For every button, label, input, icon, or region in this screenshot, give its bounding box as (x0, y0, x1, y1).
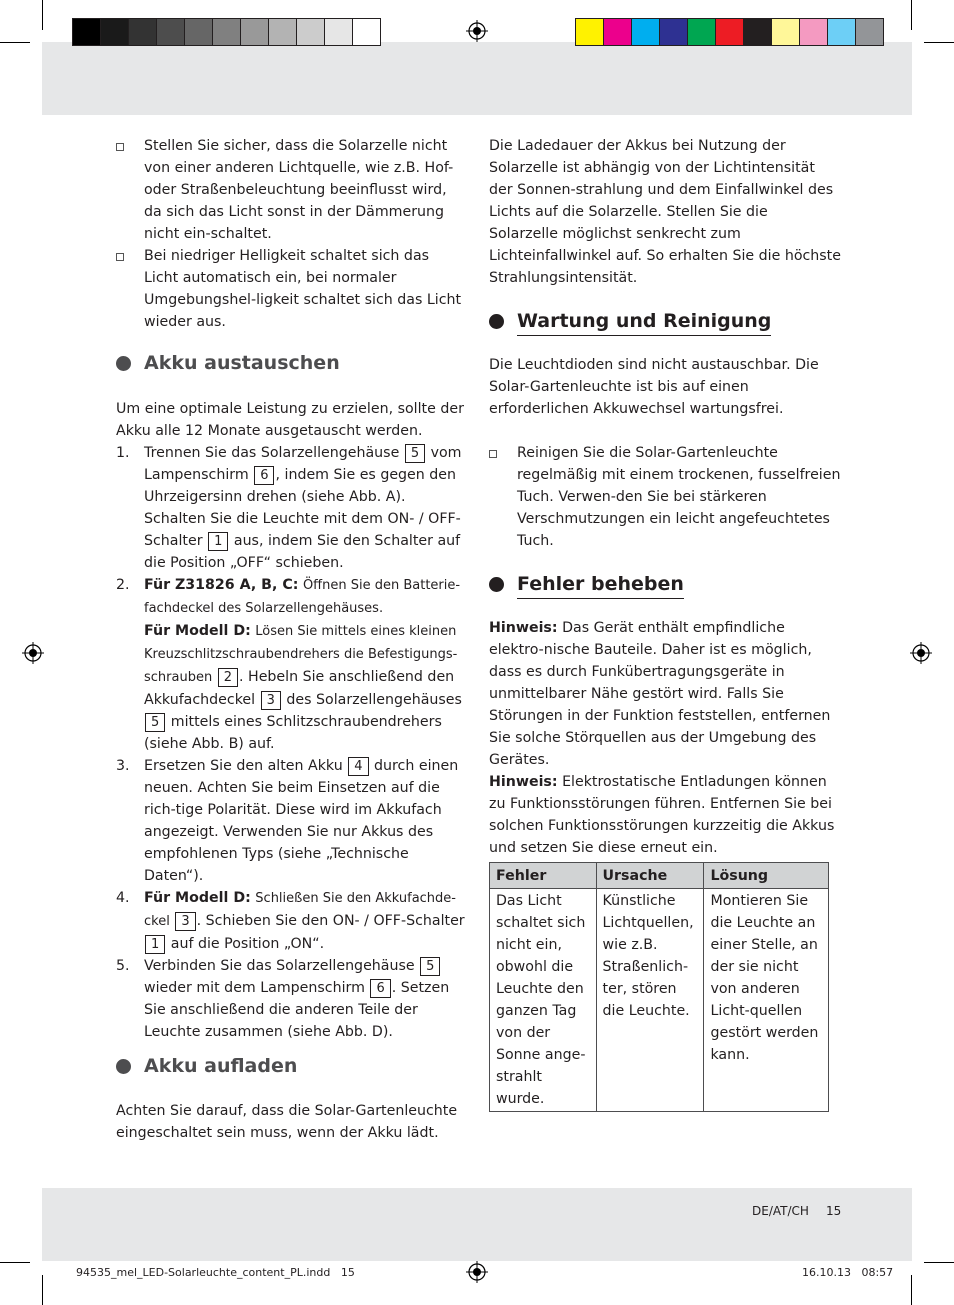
step-4: 4. Für Modell D: Schließen Sie den Akkufachde-ckel 3 . Schieben Sie den ON- / OFF-Schalter 1 auf die Position „ON“. (116, 890, 465, 952)
checkbox-bullet-icon (116, 253, 124, 261)
color-swatch (743, 18, 772, 46)
slug-file-info: 94535_mel_LED-Solarleuchte_content_PL.indd 15 (76, 1266, 355, 1279)
color-swatch (100, 18, 129, 46)
color-swatch (799, 18, 828, 46)
step-3: 3. Ersetzen Sie den alten Akku 4 durch einen neuen. Achten Sie beim Einsetzen auf die rich-tige Polarität. Diese wird im Akkufach angezeigt. Verwenden Sie nur Akkus des empfohlenen Typs (siehe „Technische Daten“). (116, 758, 459, 884)
color-swatch (72, 18, 101, 46)
page-number: 15 (826, 1204, 842, 1218)
column-header: Lösung (704, 863, 829, 889)
akku-austauschen-intro: Um eine optimale Leistung zu erzielen, sollte der Akku alle 12 Monate ausgetauscht werden. (116, 401, 464, 439)
part-ref: 5 (405, 444, 425, 463)
troubleshooting-table (489, 862, 829, 1112)
part-ref: 5 (420, 957, 440, 976)
fehler-hints (489, 617, 841, 859)
color-swatch (855, 18, 884, 46)
checkbox-bullet-icon (489, 450, 497, 458)
crop-mark (42, 0, 43, 30)
registration-mark-icon (466, 20, 488, 42)
color-swatch (827, 18, 856, 46)
hint-2: Hinweis: Elektrostatische Entladungen können zu Funktionsstörungen führen. Entfernen Sie bei solchen Funktionsstörungen kurzzeitig die Akkus und setzen Sie diese erneut ein. (489, 774, 835, 856)
wartung-bullet (489, 442, 841, 552)
color-swatch (240, 18, 269, 46)
registration-mark-icon (466, 1261, 488, 1283)
registration-mark-icon (910, 642, 932, 664)
color-swatch (603, 18, 632, 46)
table-row (490, 889, 829, 1112)
crop-mark (42, 1275, 43, 1305)
akku-aufladen-text: Achten Sie darauf, dass die Solar-Gartenleuchte eingeschaltet sein muss, wenn der Akku lädt. (116, 1103, 458, 1141)
table-cell: Montieren Sie die Leuchte an einer Stelle, an der sie nicht von anderen Licht-quellen gestört werden kann. (704, 889, 829, 1112)
wartung-text: Die Leuchtdioden sind nicht austauschbar. Die Solar-Gartenleuchte ist bis auf einen erforderlichen Akkuwechsel wartungsfrei. (489, 357, 819, 417)
color-swatch (184, 18, 213, 46)
left-bullet-list (116, 135, 466, 333)
footer-locale: DE/AT/CH (752, 1204, 809, 1218)
color-swatch (771, 18, 800, 46)
color-swatch (687, 18, 716, 46)
part-ref: 4 (348, 757, 368, 776)
step-1: 1. Trennen Sie das Solarzellengehäuse 5 vom Lampenschirm 6 , indem Sie es gegen den Uhrzeigersinn drehen (siehe Abb. A). Schalten Sie die Leuchte mit dem ON- / OFF-Schalter 1 aus, indem Sie den Schalter auf die Position „OFF“ schieben. (116, 445, 462, 571)
color-swatch (268, 18, 297, 46)
table-cell: Künstliche Lichtquellen, wie z.B. Straßenlich-ter, stören die Leuchte. (596, 889, 704, 1112)
color-swatch (156, 18, 185, 46)
hint-1: Hinweis: Das Gerät enthält empfindliche elektro-nische Bauteile. Daher ist es möglich, dass es durch Funkübertragungsgeräte in unmittelbarer Nähe gestört wird. Falls Sie Störungen in der Funktion feststellen, entfernen Sie solche Störquellen aus der Umgebung des Gerätes. (489, 620, 831, 768)
akku-austauschen-body (116, 398, 466, 1043)
step-2: 2. Für Z31826 A, B, C: Öffnen Sie den Batterie-fachdeckel des Solarzellengehäuses. Für Modell D: Lösen Sie mittels eines kleinen Kreuzschlitzschraubendrehers die Befestigungs-schrauben 2 . Hebeln Sie anschließend den Akkufachdeckel 3 des Solarzellengehäuses 5 mittels eines Schlitzschraubendrehers (siehe Abb. B) auf. (116, 577, 462, 752)
heading-wartung: Wartung und Reinigung (489, 308, 841, 336)
part-ref: 3 (175, 912, 195, 931)
bullet-dot-icon (489, 577, 504, 592)
part-ref: 5 (145, 713, 165, 732)
list-item: Bei niedriger Helligkeit schaltet sich das Licht automatisch ein, bei normaler Umgebungshel-ligkeit schaltet sich das Licht wieder aus. (116, 245, 466, 333)
color-swatch (212, 18, 241, 46)
registration-mark-icon (22, 642, 44, 664)
crop-mark (911, 1275, 912, 1305)
part-ref: 6 (370, 979, 390, 998)
column-header: Ursache (596, 863, 704, 889)
list-item: Stellen Sie sicher, dass die Solarzelle nicht von einer anderen Lichtquelle, wie z.B. Hof- oder Straßenbeleuchtung beeinflusst wird, da sich das Licht sonst in der Dämmerung nicht ein-schaltet. (116, 135, 466, 245)
charging-intro: Die Ladedauer der Akkus bei Nutzung der Solarzelle ist abhängig von der Lichtintensität der Sonnen-strahlung und dem Einfallwinkel des Lichts auf die Solarzelle. Stellen Sie die Solarzelle möglichst senkrecht zum Lichteinfallwinkel auf. So erhalten Sie die höchste Strahlungsintensität. (489, 138, 841, 286)
part-ref: 2 (218, 668, 238, 687)
color-swatch (715, 18, 744, 46)
bullet-dot-icon (116, 356, 131, 371)
footer-band (42, 1188, 912, 1261)
bullet-dot-icon (489, 314, 504, 329)
crop-mark (0, 42, 30, 43)
checkbox-bullet-icon (116, 143, 124, 151)
step-5: 5. Verbinden Sie das Solarzellengehäuse 5 wieder mit dem Lampenschirm 6 . Setzen Sie anschließend die anderen Teile der Leuchte zusammen (siehe Abb. D). (116, 958, 450, 1040)
heading-akku-austauschen: Akku austauschen (116, 350, 466, 376)
crop-mark (924, 42, 954, 43)
crop-mark (924, 1262, 954, 1263)
table-cell: Das Licht schaltet sich nicht ein, obwohl die Leuchte den ganzen Tag von der Sonne ange-strahlt wurde. (490, 889, 597, 1112)
color-swatch (296, 18, 325, 46)
table-header-row (490, 863, 829, 889)
slug-date-info: 16.10.13 08:57 (802, 1266, 894, 1279)
color-swatch (128, 18, 157, 46)
list-item: Reinigen Sie die Solar-Gartenleuchte regelmäßig mit einem trockenen, fusselfreien Tuch. Verwen-den Sie bei stärkeren Verschmutzungen ein leicht angefeuchtetes Tuch. (489, 442, 841, 552)
heading-fehler: Fehler beheben (489, 571, 841, 599)
color-swatch (352, 18, 381, 46)
header-band (42, 42, 912, 115)
part-ref: 1 (208, 532, 228, 551)
color-swatch (659, 18, 688, 46)
color-swatch (631, 18, 660, 46)
part-ref: 1 (145, 935, 165, 954)
column-header: Fehler (490, 863, 597, 889)
crop-mark (911, 0, 912, 30)
heading-akku-aufladen: Akku aufladen (116, 1053, 466, 1079)
part-ref: 3 (261, 691, 281, 710)
bullet-dot-icon (116, 1059, 131, 1074)
color-swatch (324, 18, 353, 46)
color-swatch (575, 18, 604, 46)
part-ref: 6 (254, 466, 274, 485)
crop-mark (0, 1262, 30, 1263)
